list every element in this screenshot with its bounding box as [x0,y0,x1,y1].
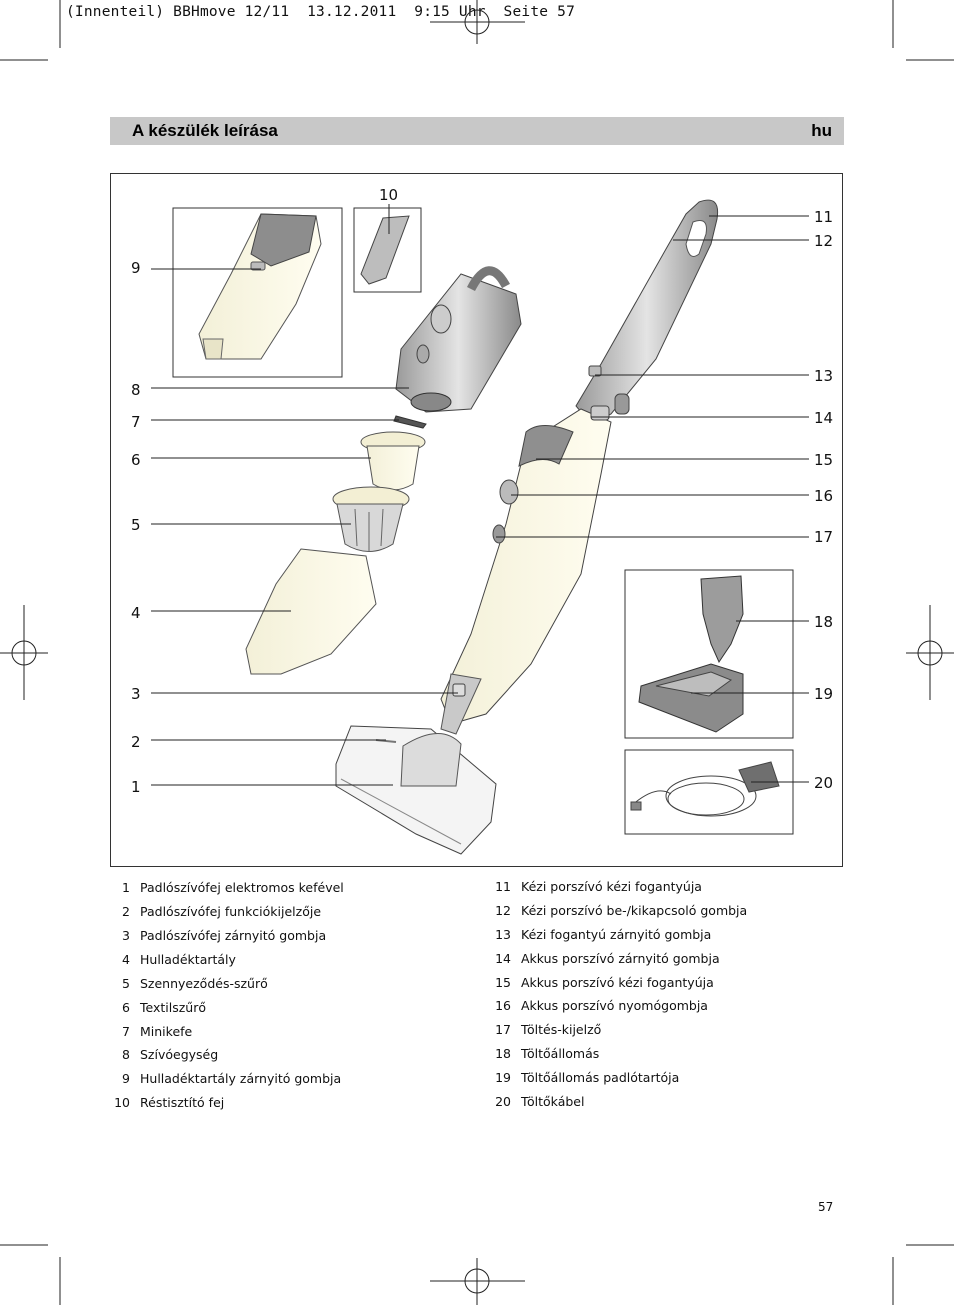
device-drawing [111,174,844,868]
section-header [110,117,844,145]
dirt-filter-drawing [333,487,409,552]
callout-17: 17 [814,528,834,546]
callout-5: 5 [131,516,141,534]
callout-3: 3 [131,685,141,703]
callout-6: 6 [131,451,141,469]
page-number: 57 [818,1200,834,1214]
mini-brush-drawing [394,416,426,428]
callout-10: 10 [379,186,399,204]
callout-13: 13 [814,367,834,385]
callout-15: 15 [814,451,834,469]
language-code: hu [811,121,832,140]
legend-right: 11 Kézi porszívó kézi fogantyúja 12 Kézi porszívó be-/kikapcsoló gombja 13 Kézi fogantyú zárnyitó gombja 14 Akkus porszívó zárnyitó gombja 15 Akkus porszívó kézi fogantyúja 16 Akkus porszívó nyomógombja 17 Töltés-kijelző 18 Töltőállomás 19 Töltőállomás padlótartója 20 Töltőkábel [495,879,748,1109]
callout-11: 11 [814,208,834,226]
device-illustration [110,173,843,867]
handheld-unit-drawing [199,214,321,359]
callout-14: 14 [814,409,834,427]
callout-1: 1 [131,778,141,796]
stick-vacuum-drawing [441,200,718,734]
callout-7: 7 [131,413,141,431]
callout-12: 12 [814,232,834,250]
callout-9: 9 [131,259,141,277]
callout-19: 19 [814,685,834,703]
section-title: A készülék leírása [132,121,278,140]
crevice-tool-drawing [361,216,409,284]
callout-2: 2 [131,733,141,751]
charging-station-drawing [639,576,743,732]
print-slug: (Innenteil) BBHmove 12/11 13.12.2011 9:15 Uhr Seite 57 [66,4,575,20]
floor-nozzle-drawing [336,726,496,854]
callout-8: 8 [131,381,141,399]
textile-filter-drawing [361,432,425,490]
charging-cable-drawing [631,762,779,816]
callout-18: 18 [814,613,834,631]
callout-20: 20 [814,774,834,792]
callout-16: 16 [814,487,834,505]
legend-left: 1 Padlószívófej elektromos kefével 2 Padlószívófej funkciókijelzője 3 Padlószívófej zárnyitó gombja 4 Hulladéktartály 5 Szennyeződés-szűrő 6 Textilszűrő 7 Minikefe 8 Szívóegység 9 Hulladéktartály zárnyitó gombja 10 Réstisztító fej [114,880,344,1110]
callout-4: 4 [131,604,141,622]
